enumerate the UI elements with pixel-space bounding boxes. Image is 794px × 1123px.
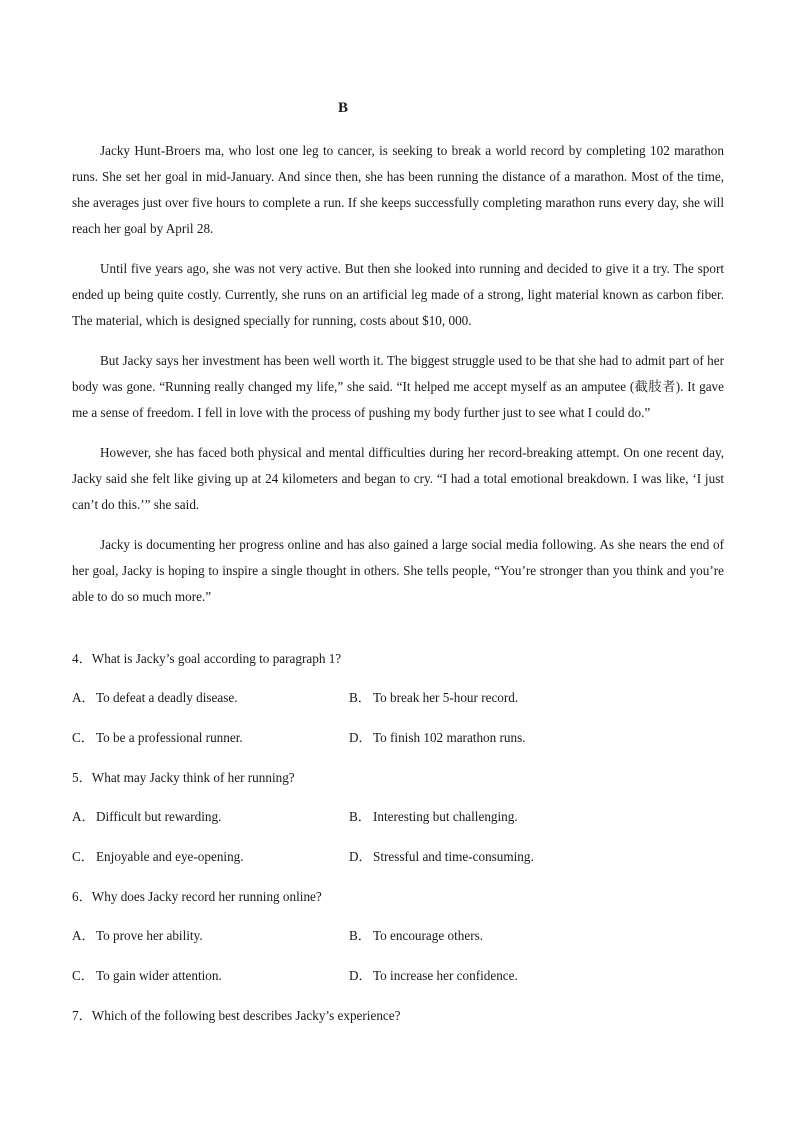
question-6-option-d[interactable]: D．To increase her confidence. <box>349 968 518 983</box>
passage-paragraph-4: However, she has faced both physical and mental difficulties during her record-breaking attempt. On one recent day, Jacky said she felt like giving up at 24 kilometers and began to cry. “I had a total emotional breakdown. I was like, ‘I just can’t do this.’” she said. <box>72 445 724 512</box>
question-6-option-c[interactable]: C． To gain wider attention. <box>72 968 222 983</box>
section-title: B <box>337 100 348 116</box>
question-6-option-a[interactable]: A．To prove her ability. <box>72 928 203 943</box>
question-6-option-b[interactable]: B． To encourage others. <box>349 928 484 943</box>
question-4-option-a[interactable]: A．To defeat a deadly disease. <box>72 690 238 705</box>
question-7-stem: 7．Which of the following best describes Jacky’s experience? <box>72 1008 401 1023</box>
question-6-stem: 6．Why does Jacky record her running online? <box>72 889 322 904</box>
reading-passage <box>72 138 724 624</box>
question-4-stem: 4．What is Jacky’s goal according to paragraph 1? <box>72 651 342 666</box>
question-5-option-b[interactable]: B． Interesting but challenging. <box>349 809 518 824</box>
question-4-option-b[interactable]: B． To break her 5-hour record. <box>349 690 519 705</box>
question-list <box>72 646 724 1042</box>
passage-paragraph-3: But Jacky says her investment has been well worth it. The biggest struggle used to be that she had to admit part of her body was gone. “Running really changed my life,” she said. “It helped me accept myself as an amputee (截肢者). It gave me a sense of freedom. I fell in love with the process of pushing my body further just to see what I could do.” <box>72 353 724 420</box>
passage-paragraph-5: Jacky is documenting her progress online and has also gained a large social media following. As she nears the end of her goal, Jacky is hoping to inspire a single thought in others. She tells people, “You’re stronger than you think and you’re able to do so much more.” <box>72 537 724 604</box>
question-4-options-row-1 <box>72 685 724 725</box>
question-4-option-d[interactable]: D．To finish 102 marathon runs. <box>349 730 526 745</box>
question-5-option-c[interactable]: C． Enjoyable and eye-opening. <box>72 849 244 864</box>
passage-paragraph-2: Until five years ago, she was not very active. But then she looked into running and decided to give it a try. The sport ended up being quite costly. Currently, she runs on an artificial leg made of a strong, light material known as carbon fiber. The material, which is designed specially for running, costs about $10, 000. <box>72 261 724 328</box>
question-6-options-row-2 <box>72 963 724 1003</box>
question-5-option-a[interactable]: A．Difficult but rewarding. <box>72 809 222 824</box>
question-4-option-c[interactable]: C． To be a professional runner. <box>72 730 243 745</box>
question-5-options-row-2 <box>72 844 724 884</box>
question-6-options-row-1 <box>72 923 724 963</box>
question-5-options-row-1 <box>72 804 724 844</box>
question-5-stem: 5．What may Jacky think of her running? <box>72 770 295 785</box>
question-4-options-row-2 <box>72 725 724 765</box>
question-5-option-d[interactable]: D．Stressful and time-consuming. <box>349 849 534 864</box>
passage-paragraph-1: Jacky Hunt-Broers ma, who lost one leg to cancer, is seeking to break a world record by completing 102 marathon runs. She set her goal in mid-January. And since then, she has been running the distance of a marathon. Most of the time, she averages just over five hours to complete a run. If she keeps successfully completing marathon runs every day, she will reach her goal by April 28. <box>72 143 724 236</box>
